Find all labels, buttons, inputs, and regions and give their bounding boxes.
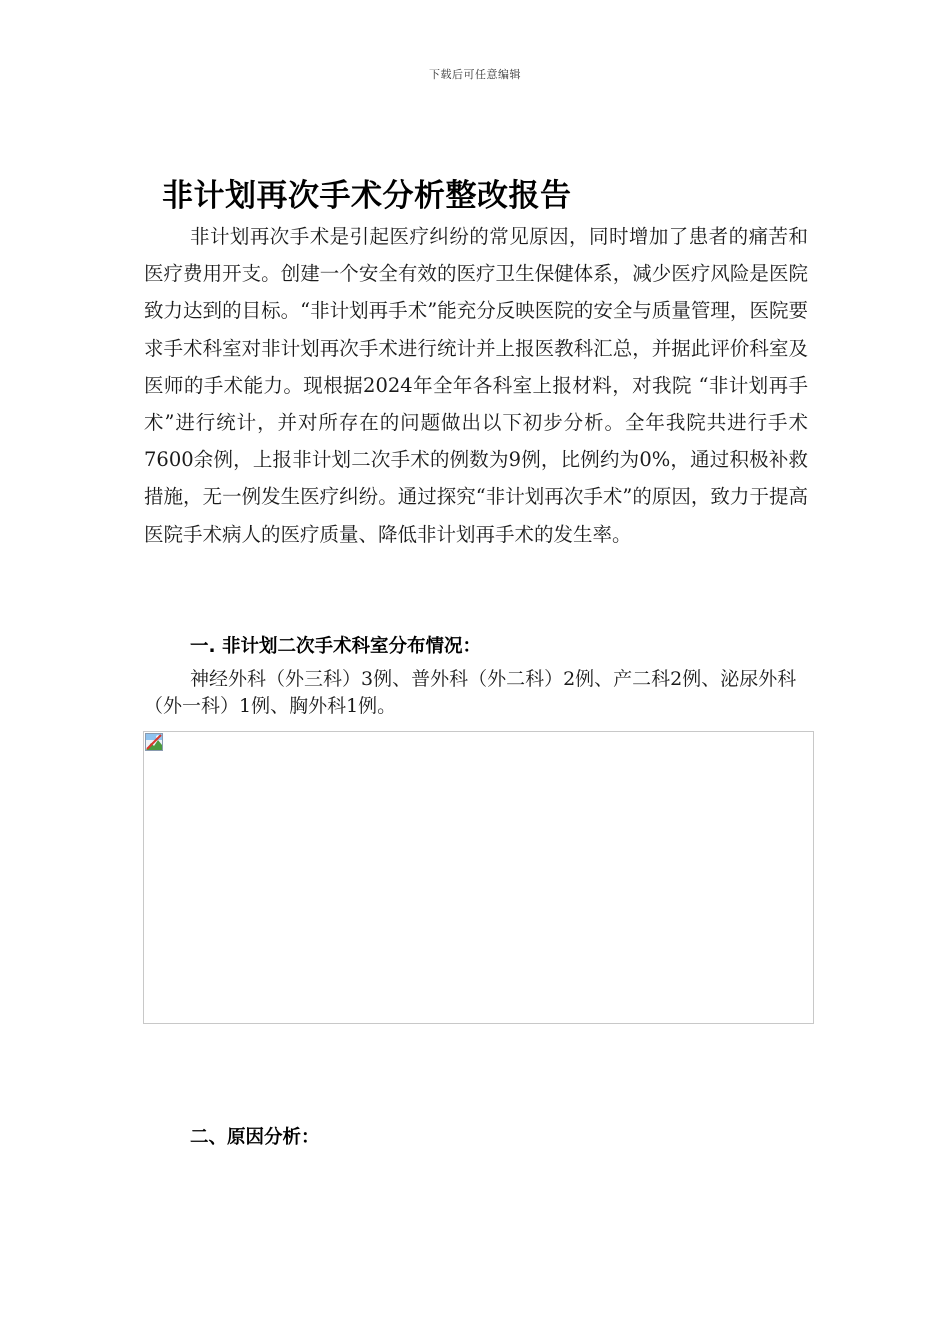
department-distribution-text: 神经外科（外三科）3例、普外科（外二科）2例、产二科2例、泌尿外科（外一科）1例、胸外科1例。 (144, 668, 797, 717)
embedded-chart-placeholder (143, 731, 814, 1024)
section-one-heading: 一. 非计划二次手术科室分布情况： (190, 636, 481, 657)
broken-image-icon (145, 733, 163, 751)
document-title: 非计划再次手术分析整改报告 (162, 178, 572, 214)
page-header-note: 下载后可任意编辑 (429, 68, 521, 81)
section-two-heading: 二、原因分析： (190, 1127, 320, 1148)
intro-paragraph: 非计划再次手术是引起医疗纠纷的常见原因，同时增加了患者的痛苦和医疗费用开支。创建一个安全有效的医疗卫生保健体系，减少医疗风险是医院致力达到的目标。“非计划再手术”能充分反映医院的安全与质量管理，医院要求手术科室对非计划再次手术进行统计并上报医教科汇总，并据此评价科室及医师的手术能力。现根据2024年全年各科室上报材料，对我院 “非计划再手术”进行统计，并对所存在的问题做出以下初步分析。全年我院共进行手术7600余例，上报非计划二次手术的例数为9例，比例约为0%，通过积极补救措施，无一例发生医疗纠纷。通过探究“非计划再次手术”的原因，致力于提高医院手术病人的医疗质量、降低非计划再手术的发生率。 (144, 225, 808, 546)
